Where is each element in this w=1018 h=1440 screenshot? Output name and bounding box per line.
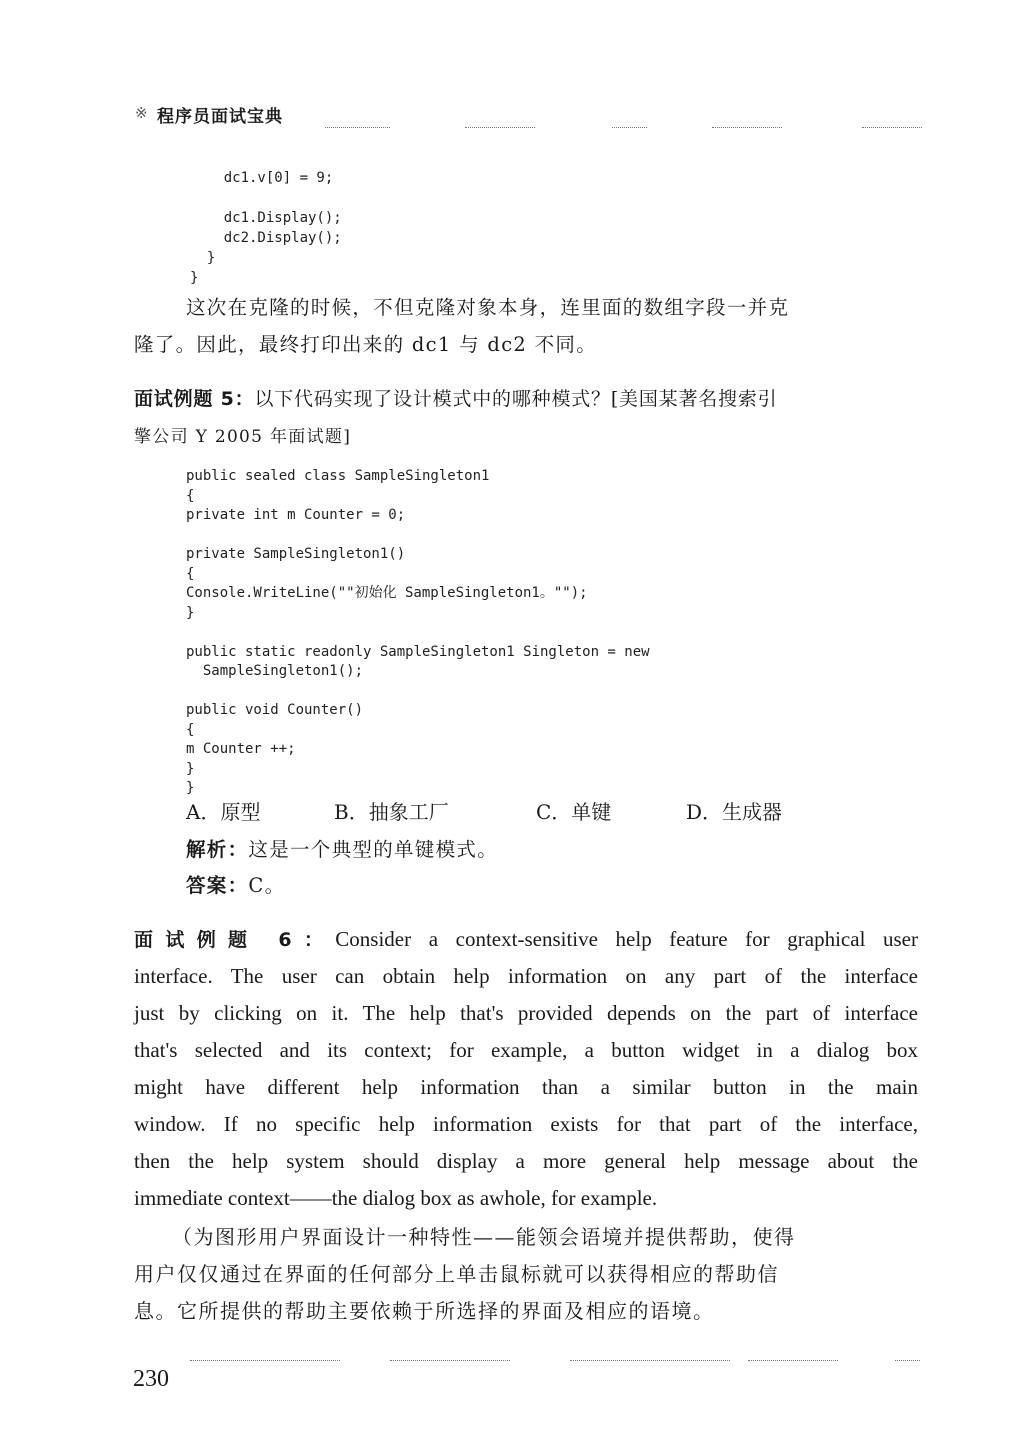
question-6-line: then the help system should display a more general help message about the: [134, 1149, 918, 1173]
code-block-clone: dc1.v[0] = 9; dc1.Display(); dc2.Display(); } }: [190, 170, 342, 286]
question-6-text: Consider a context-sensitive help feature for graphical user: [335, 927, 918, 951]
question-5-source: 擎公司 Y 2005 年面试题]: [134, 427, 352, 447]
analysis-text: 这是一个典型的单键模式。: [248, 838, 499, 861]
question-5-text: 以下代码实现了设计模式中的哪种模式？[美国某著名搜索引: [254, 388, 778, 410]
code-block-singleton: public sealed class SampleSingleton1 { private int m Counter = 0; private SampleSingleton1() { Console.WriteLine(""初始化 SampleSingleton1。""); } public static readonly SampleSingleton1 Singleton = new SampleSingleton1(); public void Counter() { m Counter ++; } }: [186, 468, 650, 796]
book-title: 程序员面试宝典: [157, 107, 283, 127]
footer-rule: [390, 1360, 510, 1361]
option-c: C．单键: [536, 800, 612, 824]
option-a: A．原型: [186, 800, 261, 824]
question-5-heading: [134, 382, 924, 417]
question-6-line: might have different help information than a similar button in the main: [134, 1075, 918, 1099]
running-header: [135, 100, 925, 130]
header-rule: [862, 127, 922, 128]
footer-rule: [190, 1360, 340, 1361]
question-6-line: just by clicking on it. The help that's provided depends on the part of interface: [134, 1001, 918, 1025]
header-rule: [465, 127, 535, 128]
question-6-line: [134, 921, 918, 959]
analysis: [186, 832, 886, 867]
translation-line: 息。它所提供的帮助主要依赖于所选择的界面及相应的语境。: [134, 1299, 715, 1323]
footer-rule: [748, 1360, 838, 1361]
analysis-label: 解析：: [186, 838, 249, 861]
question-6-line: interface. The user can obtain help information on any part of the interface: [134, 964, 918, 988]
clone-explanation-line1: 这次在克隆的时候，不但克隆对象本身，连里面的数组字段一并克: [186, 296, 790, 319]
question-6-line: that's selected and its context; for example, a button widget in a dialog box: [134, 1038, 918, 1062]
question-6-label: 面试例题 6：: [134, 929, 336, 951]
answer: [186, 868, 886, 903]
clone-explanation: [186, 290, 921, 325]
translation-line: （为图形用户界面设计一种特性——能领会语境并提供帮助，使得: [172, 1225, 796, 1249]
header-rule: [612, 127, 647, 128]
page-number: 230: [133, 1366, 169, 1392]
footer-rule: [895, 1360, 920, 1361]
option-b: B．抽象工厂: [334, 800, 449, 824]
clone-explanation-cont: [134, 327, 921, 362]
header-rule: [712, 127, 782, 128]
question-5-heading-cont: [134, 420, 924, 455]
question-5-label: 面试例题 5：: [134, 388, 255, 410]
footer-rule: [570, 1360, 730, 1361]
answer-text: C。: [248, 874, 286, 897]
header-ornament-icon: ※: [135, 104, 148, 122]
question-6-line: window. If no specific help information exists for that part of the interface,: [134, 1112, 918, 1136]
answer-options: [186, 796, 886, 828]
question-6-line: immediate context——the dialog box as awhole, for example.: [134, 1186, 658, 1210]
answer-label: 答案：: [186, 874, 249, 897]
clone-explanation-line2: 隆了。因此，最终打印出来的 dc1 与 dc2 不同。: [134, 333, 598, 356]
translation-line: 用户仅仅通过在界面的任何部分上单击鼠标就可以获得相应的帮助信: [134, 1262, 779, 1286]
option-d: D．生成器: [686, 800, 783, 824]
header-rule: [325, 127, 390, 128]
